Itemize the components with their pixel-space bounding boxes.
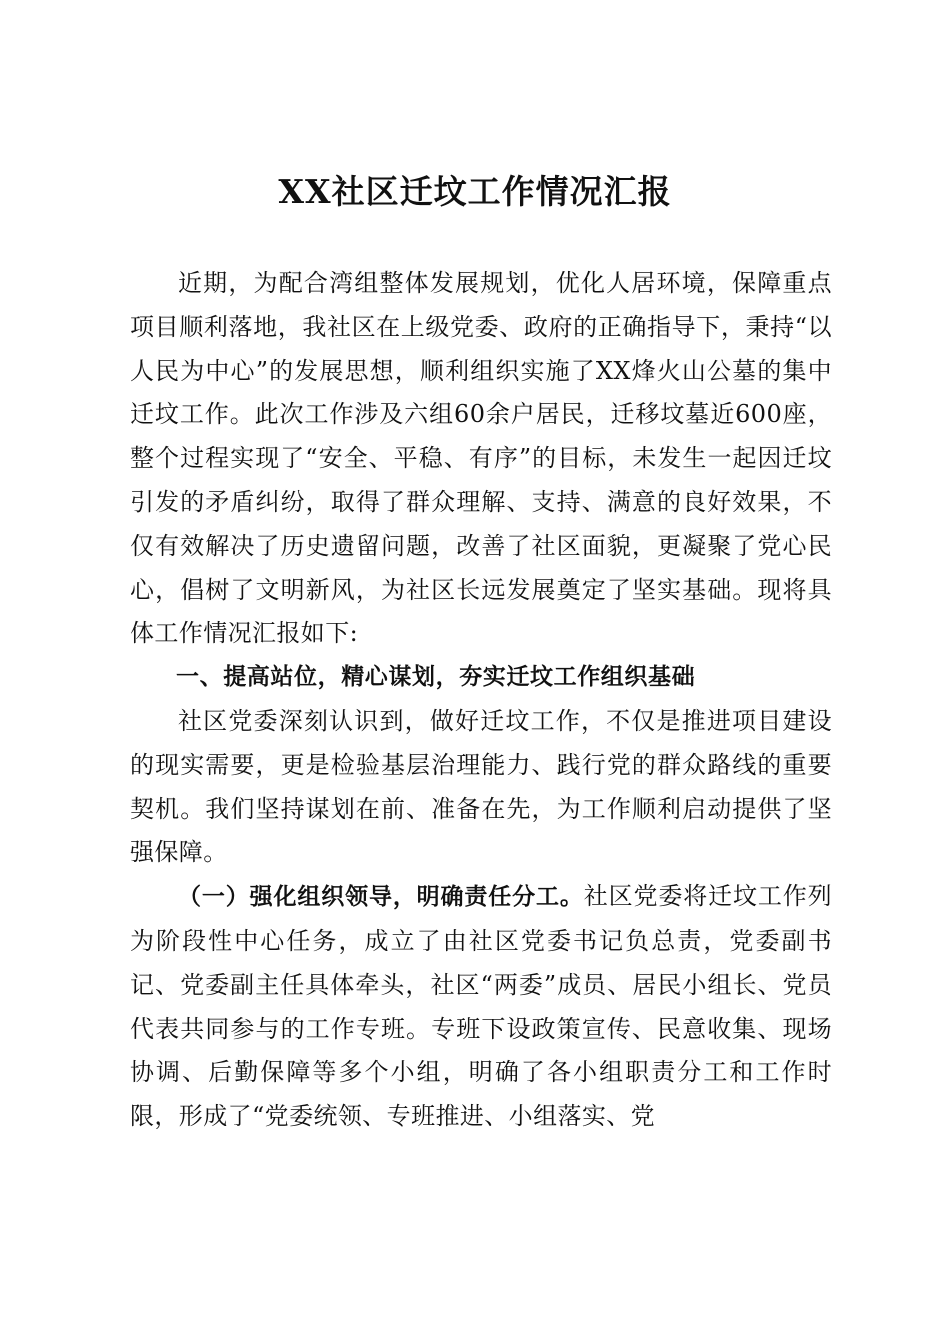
subsection-lead: （一）强化组织领导，明确责任分工。	[178, 884, 584, 911]
document-body	[130, 262, 832, 1139]
subsection-paragraph	[130, 875, 832, 1139]
intro-paragraph: 近期，为配合湾组整体发展规划，优化人居环境，保障重点项目顺利落地，我社区在上级党委、政府的正确指导下，秉持“以人民为中心”的发展思想，顺利组织实施了XX烽火山公墓的集中迁坟工作。此次工作涉及六组60余户居民，迁移坟墓近600座，整个过程实现了“安全、平稳、有序”的目标，未发生一起因迁坟引发的矛盾纠纷，取得了群众理解、支持、满意的良好效果，不仅有效解决了历史遗留问题，改善了社区面貌，更凝聚了党心民心，倡树了文明新风，为社区长远发展奠定了坚实基础。现将具体工作情况汇报如下:	[130, 269, 832, 648]
section-paragraph: 社区党委深刻认识到，做好迁坟工作，不仅是推进项目建设的现实需要，更是检验基层治理能力、践行党的群众路线的重要契机。我们坚持谋划在前、准备在先，为工作顺利启动提供了坚强保障。	[130, 706, 832, 867]
document-title: XX社区迁坟工作情况汇报	[278, 172, 672, 211]
subsection-text: 社区党委将迁坟工作列为阶段性中心任务，成立了由社区党委书记负总责，党委副书记、党委副主任具体牵头，社区“两委”成员、居民小组长、党员代表共同参与的工作专班。专班下设政策宣传、民意收集、现场协调、后勤保障等多个小组，明确了各小组职责分工和工作时限，形成了“党委统领、专班推进、小组落实、党	[130, 882, 832, 1131]
section-heading: 一、提高站位，精心谋划，夯实迁坟工作组织基础	[176, 664, 696, 691]
